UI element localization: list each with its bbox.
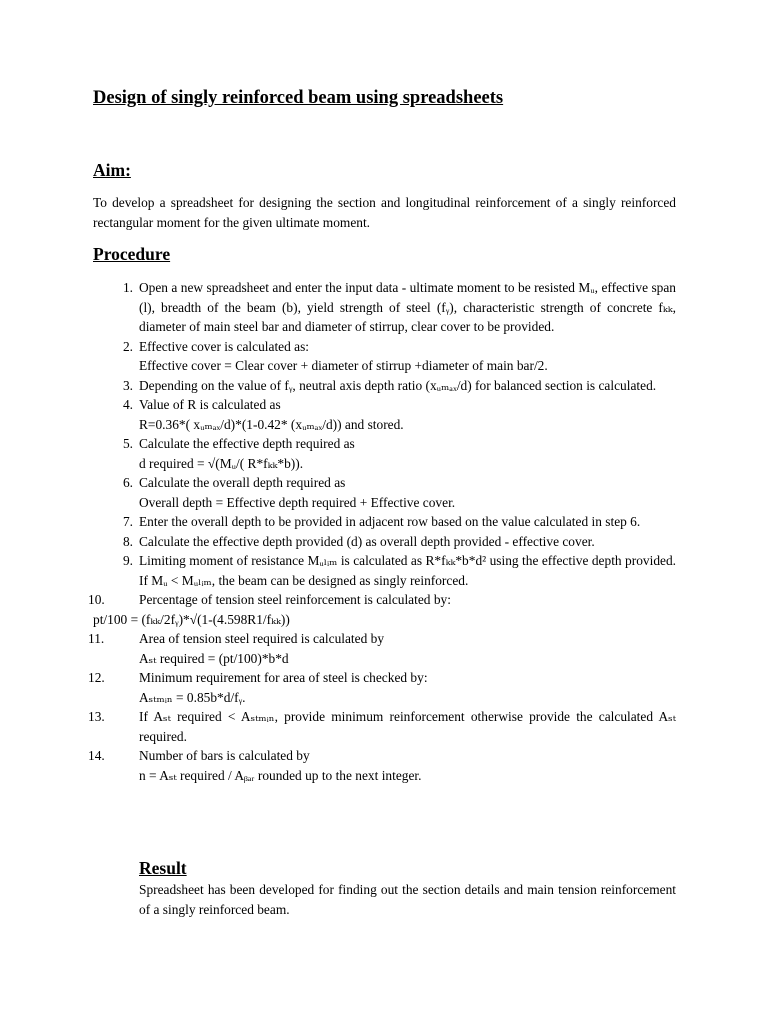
result-heading: Result	[139, 858, 187, 878]
step-text: Number of bars is calculated by	[139, 748, 310, 763]
step-item	[122, 337, 676, 376]
step-text: If Aₛₜ required < Aₛₜₘᵢₙ, provide minimum reinforcement otherwise provide the calculated Aₛₜ required.	[139, 709, 676, 744]
step-item	[122, 395, 676, 434]
step-text: Enter the overall depth to be provided in adjacent row based on the value calculated in step 6.	[139, 514, 641, 529]
step-text: Limiting moment of resistance Mᵤₗᵢₘ is calculated as R*fₖₖ*b*d² using the effective depth provided. If Mᵤ < Mᵤₗᵢₘ, the beam can be designed as singly reinforced.	[139, 553, 676, 588]
step-item	[88, 590, 676, 629]
step-number: 7.	[122, 514, 133, 529]
step-formula: pt/100 = (fₖₖ/2fᵧ)*√(1-(4.598R1/fₖₖ))	[93, 611, 290, 627]
step-formula: Aₛₜ required = (pt/100)*b*d	[139, 650, 289, 666]
step-text: Depending on the value of fᵧ, neutral axis depth ratio (xᵤₘₐₓ/d) for balanced section is calculated.	[139, 377, 657, 393]
step-number: 4.	[122, 397, 133, 412]
step-number: 2.	[122, 338, 133, 354]
step-item	[88, 746, 676, 785]
step-formula: n = Aₛₜ required / Aᵦₐᵣ rounded up to the next integer.	[139, 767, 422, 783]
step-formula: Effective cover = Clear cover + diameter of stirrup +diameter of main bar/2.	[139, 358, 548, 373]
procedure-heading: Procedure	[93, 244, 171, 264]
procedure-steps	[88, 278, 676, 785]
step-number: 3.	[122, 377, 133, 393]
step-number: 11.	[88, 631, 105, 646]
step-number: 10.	[88, 592, 105, 607]
step-formula: R=0.36*( xᵤₘₐₓ/d)*(1-0.42* (xᵤₘₐₓ/d)) and stored.	[139, 416, 404, 432]
step-item	[122, 551, 676, 590]
step-number: 13.	[88, 709, 105, 724]
step-text: Calculate the effective depth provided (d) as overall depth provided - effective cover.	[139, 533, 595, 549]
step-formula: Overall depth = Effective depth required + Effective cover.	[139, 494, 456, 510]
step-number: 8.	[122, 533, 133, 549]
step-text: Calculate the effective depth required as	[139, 436, 355, 451]
step-item	[88, 668, 676, 707]
aim-text: To develop a spreadsheet for designing the section and longitudinal reinforcement of a singly reinforced rectangular moment for the given ultimate moment.	[93, 195, 676, 230]
step-number: 9.	[122, 553, 133, 568]
step-item	[122, 376, 676, 396]
step-text: Area of tension steel required is calculated by	[139, 631, 385, 646]
step-text: Value of R is calculated as	[139, 397, 281, 412]
step-number: 6.	[122, 475, 133, 490]
step-text: Percentage of tension steel reinforcement is calculated by:	[139, 592, 451, 607]
step-item	[122, 278, 676, 337]
step-text: Minimum requirement for area of steel is checked by:	[139, 670, 428, 685]
step-item	[88, 707, 676, 746]
step-formula: Aₛₜₘᵢₙ = 0.85b*d/fᵧ.	[139, 689, 246, 705]
step-formula: d required = √(Mᵤ/( R*fₖₖ*b)).	[139, 455, 304, 471]
step-text: Effective cover is calculated as:	[139, 338, 310, 354]
step-number: 5.	[122, 436, 133, 451]
step-number: 14.	[88, 748, 105, 763]
aim-heading: Aim:	[93, 160, 131, 180]
step-number: 12.	[88, 670, 105, 685]
step-item	[88, 629, 676, 668]
step-item	[122, 512, 676, 532]
step-text: Calculate the overall depth required as	[139, 475, 346, 490]
result-text: Spreadsheet has been developed for finding out the section details and main tension reinforcement of a singly reinforced beam.	[139, 882, 676, 917]
step-number: 1.	[122, 280, 133, 295]
document-title: Design of singly reinforced beam using spreadsheets	[93, 88, 504, 108]
step-item	[122, 434, 676, 473]
step-item	[122, 532, 676, 552]
step-item	[122, 473, 676, 512]
step-text: Open a new spreadsheet and enter the input data - ultimate moment to be resisted Mᵤ, effective span (l), breadth of the beam (b), yield strength of steel (fᵧ), characteristic strength of concrete fₖₖ, diameter of main steel bar and diameter of stirrup, clear cover to be provided.	[139, 280, 676, 334]
